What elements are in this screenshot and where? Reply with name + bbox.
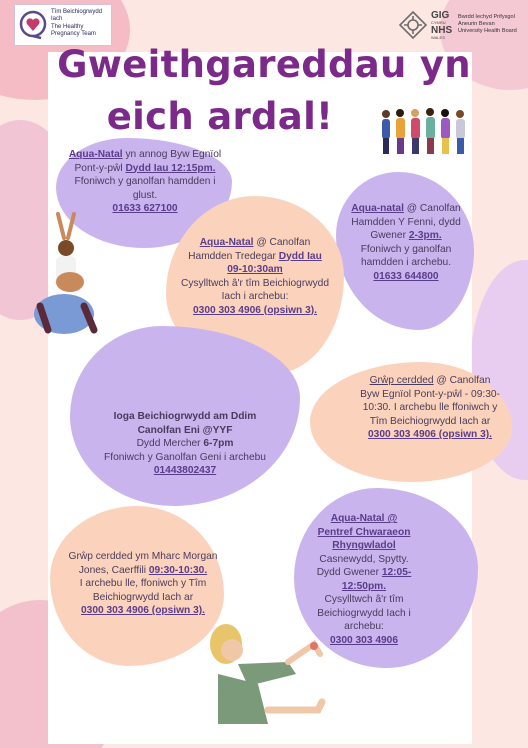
- team-logo-line-4: Pregnancy Team: [51, 31, 96, 38]
- health-board-name: [458, 14, 517, 35]
- activity-7-phone-link[interactable]: 0300 303 4906: [330, 634, 398, 646]
- board-line-1: Bwrdd Iechyd Prifysgol: [458, 14, 515, 20]
- yoga-ball-woman-illustration: [28, 210, 104, 340]
- board-line-2: Aneurin Bevan: [458, 21, 495, 27]
- heart-logo-icon: [19, 9, 47, 41]
- activity-5-title-link[interactable]: Grŵp cerdded: [369, 375, 434, 386]
- activity-7-text: [312, 512, 416, 647]
- team-logo-line-1: Tîm Beichiogrwydd: [51, 9, 103, 15]
- activity-1-booking: Ffoniwch y ganolfan hamdden i glust.: [74, 176, 216, 201]
- activity-4-text: [92, 410, 278, 478]
- activity-2-booking: Ffoniwch y ganolfan hamdden i archebu.: [360, 243, 452, 268]
- activity-2-title-link[interactable]: Aqua-natal: [351, 203, 404, 214]
- team-logo-line-2: Iach: [51, 16, 63, 23]
- dragon-emblem-icon: [398, 10, 428, 40]
- activity-3-time: Dydd Iau 09-10:30am: [227, 250, 322, 275]
- activity-5-details: @ Canolfan Byw Egnïol Pont-y-pŵl - 09:30-10:30. I archebu lle ffoniwch y Tîm Beichiogrwydd Iach ar: [360, 375, 500, 427]
- activity-1-time: Dydd Iau 12:15pm.: [125, 162, 216, 174]
- activity-7-title-link[interactable]: Aqua-Natal @ Pentref Chwaraeon Rhyngwladol: [317, 513, 411, 551]
- activity-2-time: 2-3pm.: [408, 230, 442, 241]
- page-title-line-2: eich ardal!: [106, 95, 334, 138]
- activity-1-venue: yn annog Byw Egnïol Pont-y-pŵl: [74, 149, 222, 174]
- activity-6-time: 09:30-10:30.: [148, 564, 208, 576]
- wales-text: WALES: [431, 35, 445, 40]
- activity-3-text: [180, 236, 330, 317]
- activity-7-time: 12:05-12:50pm.: [341, 567, 412, 592]
- team-logo-line-3: The Healthy: [51, 23, 84, 30]
- activity-6-title: Grŵp cerdded ym Mharc Morgan Jones, Caerffili: [68, 551, 218, 576]
- activity-5-text: [360, 374, 500, 442]
- nhs-wordmark: [431, 10, 452, 40]
- women-group-illustration: [378, 106, 470, 158]
- activity-4-day: Dydd Mercher: [136, 438, 204, 449]
- activity-3-title-link[interactable]: Aqua-Natal: [199, 237, 254, 248]
- activity-2-venue: @ Canolfan Hamdden Y Fenni, dydd Gwener: [351, 203, 461, 241]
- board-line-3: University Health Board: [458, 28, 517, 34]
- page-title-line-1: Gweithgareddau yn: [57, 43, 471, 86]
- gig-text: GIG: [431, 10, 450, 21]
- activity-7-booking: Cysylltwch â'r tîm Beichiogrwydd Iach i archebu:: [317, 594, 411, 632]
- activity-3-venue: @ Canolfan Hamdden Tredegar: [188, 237, 311, 262]
- activity-4-time: 6-7pm: [203, 438, 234, 449]
- activity-1-phone-link[interactable]: 01633 627100: [112, 203, 178, 214]
- nhs-text: NHS: [431, 25, 453, 36]
- activity-1-title-link[interactable]: Aqua-Natal: [68, 149, 123, 160]
- cymru-text: CYMRU: [431, 20, 446, 25]
- activity-3-booking: Cysylltwch â'r tîm Beichiogrwydd Iach i archebu:: [180, 277, 329, 302]
- activity-7-venue: Casnewydd, Spytty. Dydd Gwener: [316, 553, 409, 578]
- activity-6-phone-link[interactable]: 0300 303 4906 (opsiwn 3).: [80, 605, 206, 616]
- activity-3-phone-link[interactable]: 0300 303 4906 (opsiwn 3).: [192, 304, 318, 316]
- activity-4-booking: Ffoniwch y Ganolfan Geni i archebu: [104, 451, 266, 463]
- activity-6-text: [58, 550, 228, 618]
- activity-4-phone-link[interactable]: 01443802437: [153, 465, 217, 476]
- activity-1-text: [64, 148, 226, 216]
- activity-5-phone-link[interactable]: 0300 303 4906 (opsiwn 3).: [367, 429, 493, 440]
- activity-6-booking: I archebu lle, ffoniwch y Tîm Beichiogrwydd Iach ar: [79, 578, 207, 603]
- activity-4-title: Ioga Beichiogrwydd am Ddim Canolfan Eni @YYF: [113, 411, 257, 436]
- activity-2-text: [348, 202, 464, 283]
- team-logo-text: [51, 9, 102, 39]
- activity-2-phone-link[interactable]: 01633 644800: [373, 270, 439, 282]
